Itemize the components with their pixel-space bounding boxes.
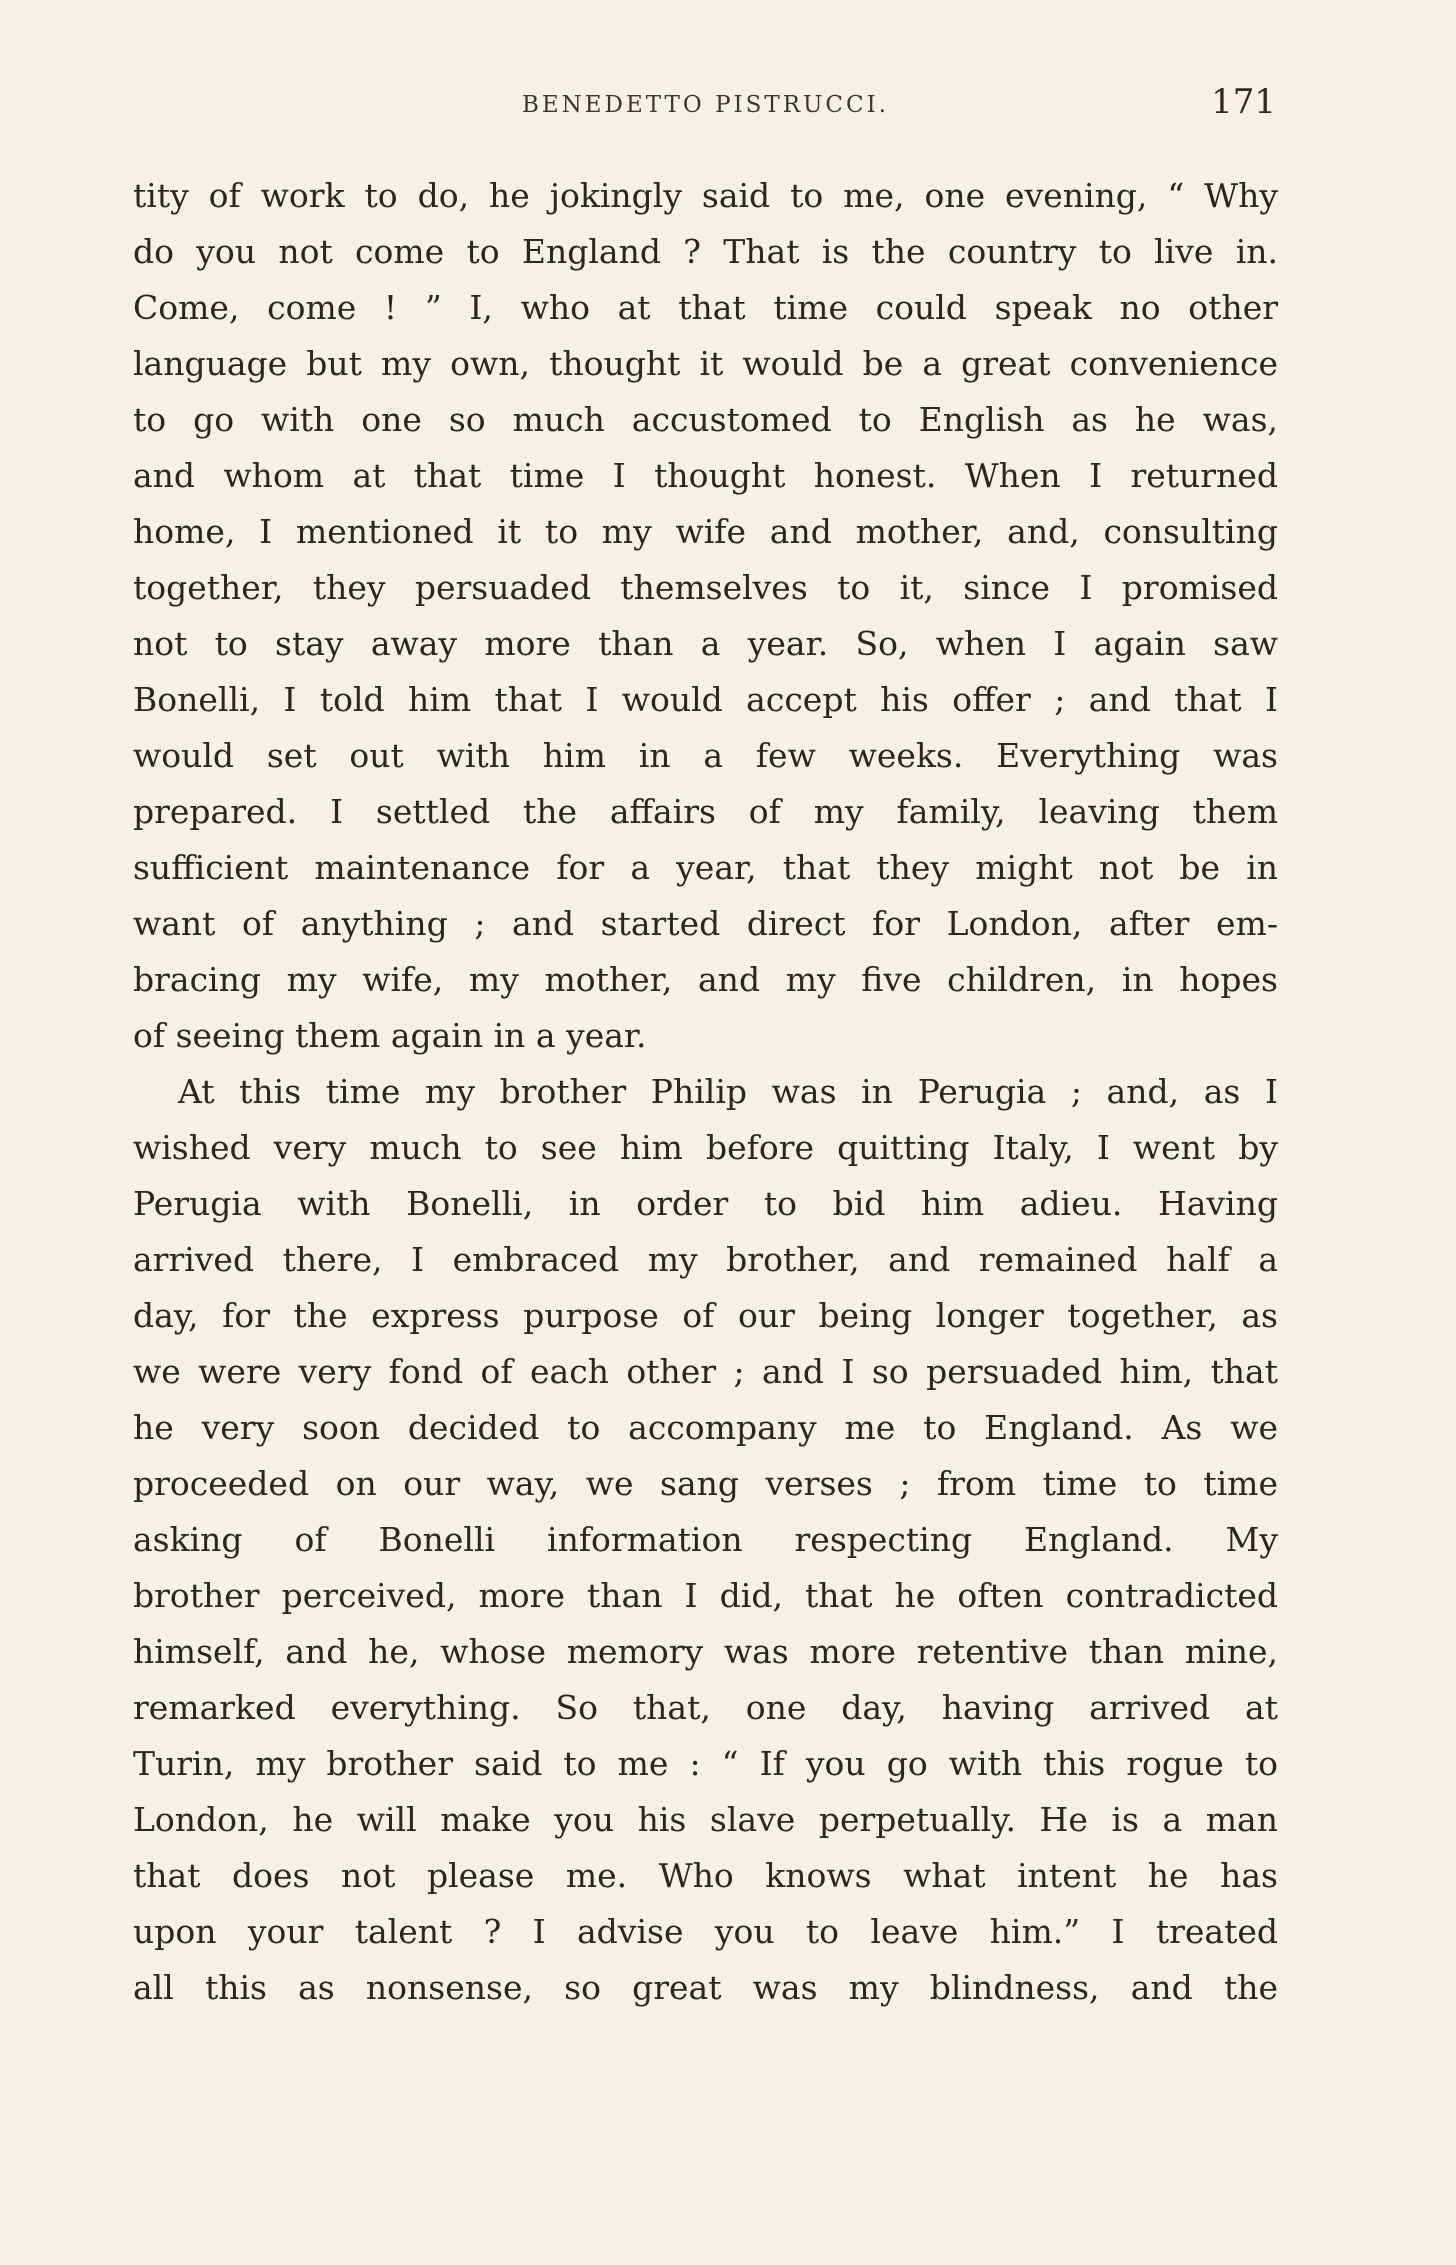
text-line: Come, come ! ” I, who at that time could speak no other bbox=[133, 288, 1278, 327]
text-line: Perugia with Bonelli, in order to bid him adieu. Having bbox=[133, 1184, 1278, 1223]
text-line: he very soon decided to accompany me to England. As we bbox=[133, 1408, 1278, 1447]
text-line: London, he will make you his slave perpetually. He is a man bbox=[133, 1800, 1278, 1839]
text-line: to go with one so much accustomed to English as he was, bbox=[133, 400, 1278, 439]
running-head bbox=[133, 84, 1278, 124]
text-line: arrived there, I embraced my brother, and remained half a bbox=[133, 1240, 1278, 1279]
paragraph-last-line: of seeing them again in a year. bbox=[133, 1016, 647, 1055]
text-line: Turin, my brother said to me : “ If you go with this rogue to bbox=[133, 1744, 1278, 1783]
text-line: and whom at that time I thought honest. When I returned bbox=[133, 456, 1278, 495]
text-line: do you not come to England ? That is the country to live in. bbox=[133, 232, 1278, 271]
text-line: brother perceived, more than I did, that he often contradicted bbox=[133, 1576, 1278, 1615]
text-line: would set out with him in a few weeks. Everything was bbox=[133, 736, 1278, 775]
text-line: prepared. I settled the affairs of my family, leaving them bbox=[133, 792, 1278, 831]
text-line: bracing my wife, my mother, and my five children, in hopes bbox=[133, 960, 1278, 999]
page-number: 171 bbox=[1211, 82, 1276, 122]
text-line: himself, and he, whose memory was more retentive than mine, bbox=[133, 1632, 1278, 1671]
text-line: upon your talent ? I advise you to leave him.” I treated bbox=[133, 1912, 1278, 1951]
text-line: want of anything ; and started direct for London, after em- bbox=[133, 904, 1278, 943]
text-line: together, they persuaded themselves to it, since I promised bbox=[133, 568, 1278, 607]
text-line: remarked everything. So that, one day, having arrived at bbox=[133, 1688, 1278, 1727]
body-text bbox=[133, 168, 1278, 2016]
text-line: proceeded on our way, we sang verses ; from time to time bbox=[133, 1464, 1278, 1503]
text-line: asking of Bonelli information respecting England. My bbox=[133, 1520, 1278, 1559]
text-line: wished very much to see him before quitting Italy, I went by bbox=[133, 1128, 1278, 1167]
text-line: sufficient maintenance for a year, that they might not be in bbox=[133, 848, 1278, 887]
text-line: language but my own, thought it would be a great convenience bbox=[133, 344, 1278, 383]
paragraph-first-line: At this time my brother Philip was in Perugia ; and, as I bbox=[178, 1072, 1278, 1111]
text-line: all this as nonsense, so great was my blindness, and the bbox=[133, 1968, 1278, 2007]
text-line: tity of work to do, he jokingly said to me, one evening, “ Why bbox=[133, 176, 1278, 215]
text-line: home, I mentioned it to my wife and mother, and, consulting bbox=[133, 512, 1278, 551]
text-line: that does not please me. Who knows what intent he has bbox=[133, 1856, 1278, 1895]
text-line: not to stay away more than a year. So, when I again saw bbox=[133, 624, 1278, 663]
text-line: Bonelli, I told him that I would accept his offer ; and that I bbox=[133, 680, 1278, 719]
running-title: BENEDETTO PISTRUCCI. bbox=[521, 92, 890, 118]
text-line: day, for the express purpose of our being longer together, as bbox=[133, 1296, 1278, 1335]
text-line: we were very fond of each other ; and I so persuaded him, that bbox=[133, 1352, 1278, 1391]
